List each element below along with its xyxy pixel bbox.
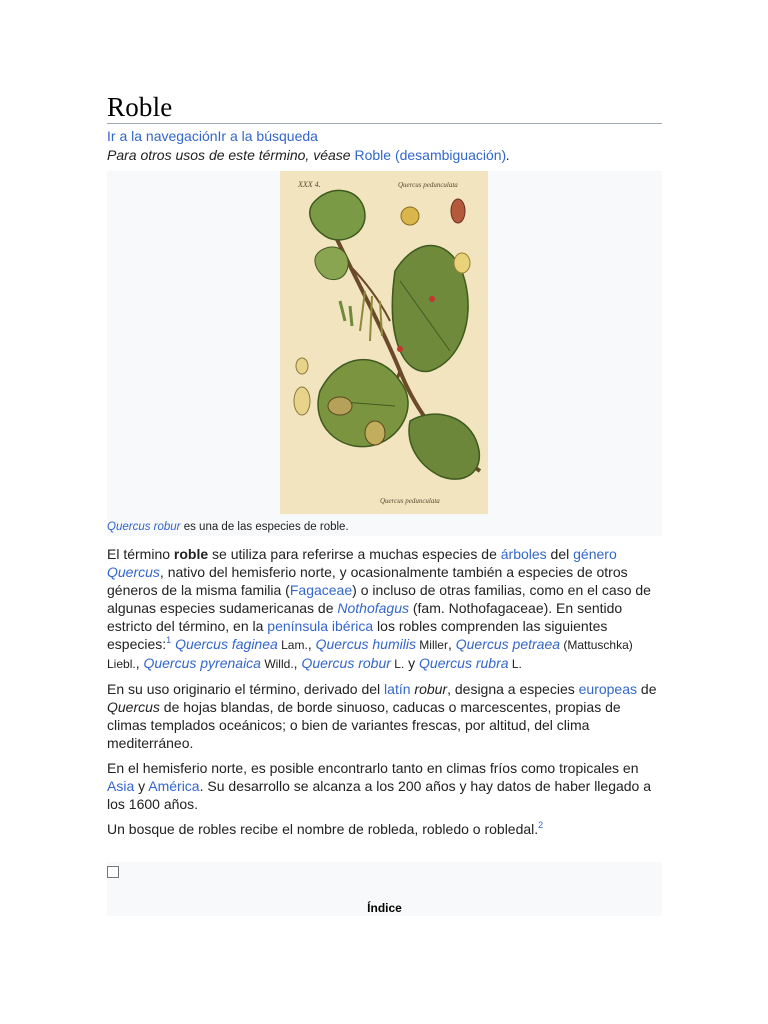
caption-text: es una de las especies de roble. <box>180 521 349 533</box>
figure <box>107 171 662 536</box>
text: Un bosque de robles recibe el nombre de robleda, robledo o robledal. <box>107 821 539 837</box>
page-title: Roble <box>107 92 173 122</box>
text: se utiliza para referirse a muchas especies de <box>208 546 501 562</box>
jump-to-search-link[interactable]: Ir a la búsqueda <box>217 128 318 144</box>
text: , designa a especies <box>447 681 579 697</box>
link-quercus-rubra[interactable]: Quercus rubra <box>419 655 509 671</box>
paragraph-intro <box>107 545 662 673</box>
hatnote-prefix: Para otros usos de este término, véase <box>107 147 355 163</box>
link-quercus-pyrenaica[interactable]: Quercus pyrenaica <box>143 655 261 671</box>
link-asia[interactable]: Asia <box>107 778 135 794</box>
text: y <box>404 655 420 671</box>
text: El término <box>107 546 174 562</box>
author-abbrev: Willd. <box>260 657 294 671</box>
toc-title: Índice <box>367 901 402 915</box>
link-nothofagus[interactable]: Nothofagus <box>337 600 409 616</box>
author-abbrev: (Mattuschka) Liebl. <box>107 638 633 671</box>
jump-links <box>107 128 318 144</box>
text: ) o incluso de otras familias, como en el caso de algunas especies sudamericanas de <box>107 582 651 616</box>
text: , <box>307 636 316 652</box>
oak-plate-drawing <box>280 171 488 514</box>
link-quercus[interactable]: Quercus <box>107 564 160 580</box>
author-abbrev: L. <box>508 657 522 671</box>
paragraph-forest <box>107 820 662 838</box>
text: , <box>135 655 144 671</box>
plate-label-right: Quercus pedunculata <box>398 181 458 189</box>
plate-label-left: XXX 4. <box>298 180 321 189</box>
reference-2-link[interactable]: 2 <box>538 820 544 830</box>
author-abbrev: Miller <box>415 638 448 652</box>
link-arboles[interactable]: árboles <box>500 546 547 562</box>
paragraph-origin <box>107 680 662 752</box>
article-body <box>107 545 662 845</box>
text: , <box>293 655 302 671</box>
text: En el hemisferio norte, es posible encontrarlo tanto en climas fríos como tropicales en <box>107 760 639 776</box>
link-europeas[interactable]: europeas <box>578 681 638 697</box>
table-of-contents <box>107 862 662 916</box>
text: del <box>546 546 574 562</box>
author-abbrev: L. <box>390 657 405 671</box>
text: los robles comprenden las siguientes especies: <box>107 618 608 652</box>
author-abbrev: Lam. <box>277 638 308 652</box>
caption-quercus-robur-link[interactable]: Quercus robur <box>107 521 181 533</box>
title-divider <box>107 123 662 124</box>
text: (fam. Nothofagaceae). En sentido estricto del término, en la <box>107 600 623 634</box>
disambiguation-link[interactable]: Roble (desambiguación) <box>354 147 507 163</box>
italic-term: Quercus <box>107 699 160 715</box>
link-latin[interactable]: latín <box>384 681 411 697</box>
italic-term: robur <box>414 681 448 697</box>
link-quercus-petraea[interactable]: Quercus petraea <box>455 636 561 652</box>
oak-botanical-illustration[interactable] <box>280 171 488 514</box>
link-quercus-humilis[interactable]: Quercus humilis <box>315 636 416 652</box>
link-fagaceae[interactable]: Fagaceae <box>289 582 353 598</box>
text: y <box>134 778 149 794</box>
link-america[interactable]: América <box>148 778 200 794</box>
link-quercus-robur[interactable]: Quercus robur <box>301 655 391 671</box>
figure-caption <box>107 521 349 533</box>
text: de hojas blandas, de borde sinuoso, caducas o marcescentes, propias de climas templados oceánicos; o bien de variantes frescas, por altitud, del clima mediterráneo. <box>107 699 621 751</box>
text: , nativo del hemisferio norte, y ocasionalmente también a especies de otros géneros de la misma familia ( <box>107 564 628 598</box>
bold-term: roble <box>173 546 209 562</box>
link-peninsula-iberica[interactable]: península ibérica <box>267 618 374 634</box>
link-genero[interactable]: género <box>573 546 617 562</box>
link-quercus-faginea[interactable]: Quercus faginea <box>175 636 278 652</box>
text: En su uso originario el término, derivado del <box>107 681 385 697</box>
paragraph-distribution <box>107 759 662 813</box>
jump-to-navigation-link[interactable]: Ir a la navegación <box>107 128 218 144</box>
hatnote-suffix: . <box>506 147 511 163</box>
svg-text:Quercus pedunculata: Quercus pedunculata <box>380 497 440 505</box>
toc-toggle-checkbox[interactable] <box>107 866 119 878</box>
reference-1-link[interactable]: 1 <box>166 635 172 645</box>
hatnote <box>107 147 510 163</box>
text: de <box>637 681 657 697</box>
text: . Su desarrollo se alcanza a los 200 años y hay datos de haber llegado a los 1600 años. <box>107 778 652 812</box>
text: , <box>447 636 456 652</box>
